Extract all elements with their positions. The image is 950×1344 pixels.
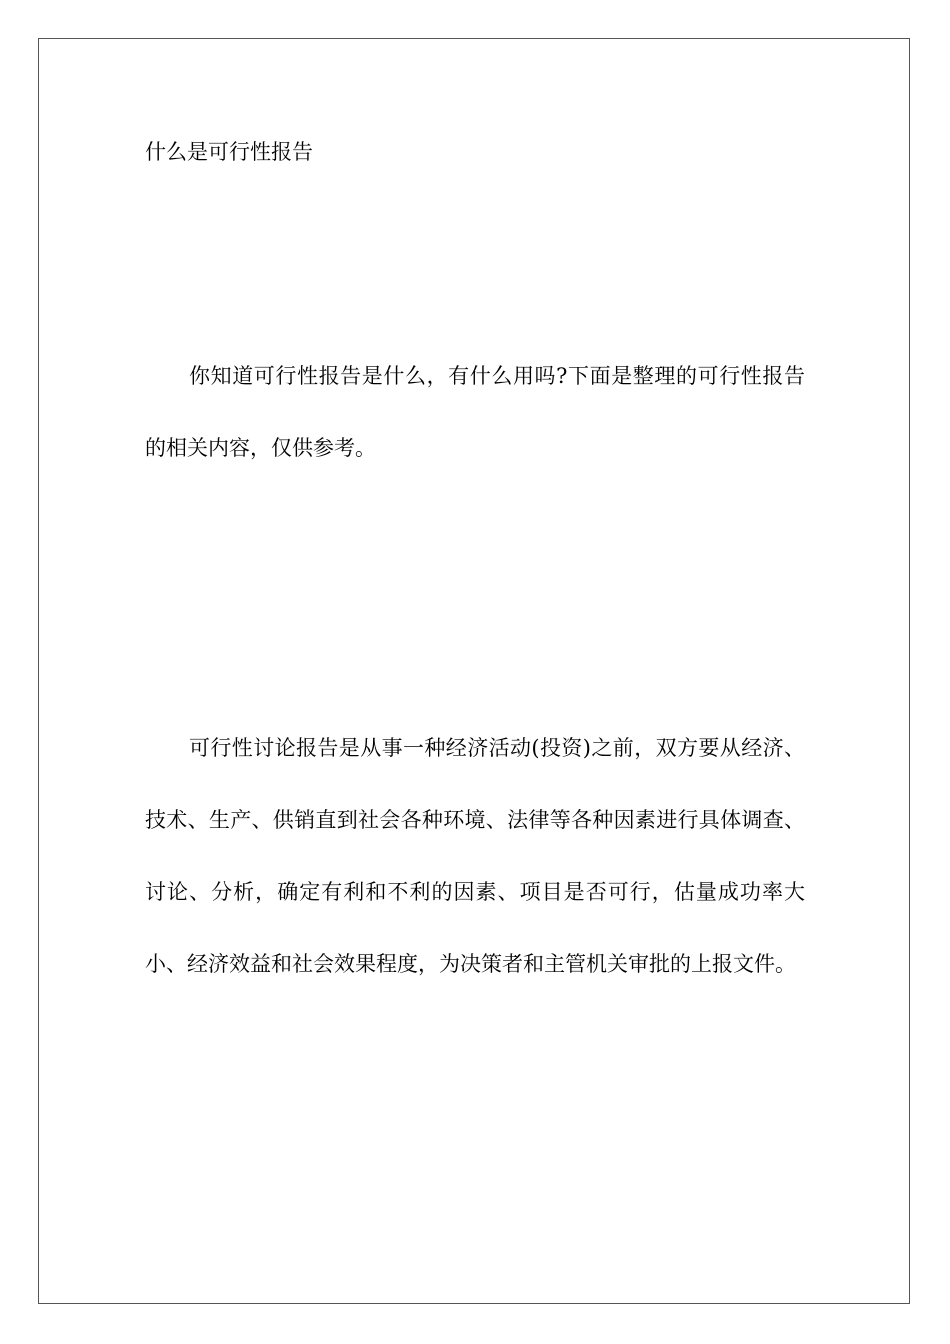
page-border bbox=[38, 38, 910, 1304]
intro-paragraph: 你知道可行性报告是什么，有什么用吗?下面是整理的可行性报告的相关内容，仅供参考。 bbox=[145, 364, 805, 460]
definition-paragraph: 可行性讨论报告是从事一种经济活动(投资)之前，双方要从经济、技术、生产、供销直到社会各种环境、法律等各种因素进行具体调查、讨论、分析，确定有利和不利的因素、项目是否可行，估量成功率大小、经济效益和社会效果程度，为决策者和主管机关审批的上报文件。 bbox=[145, 736, 805, 976]
document-title: 什么是可行性报告 bbox=[145, 140, 313, 164]
